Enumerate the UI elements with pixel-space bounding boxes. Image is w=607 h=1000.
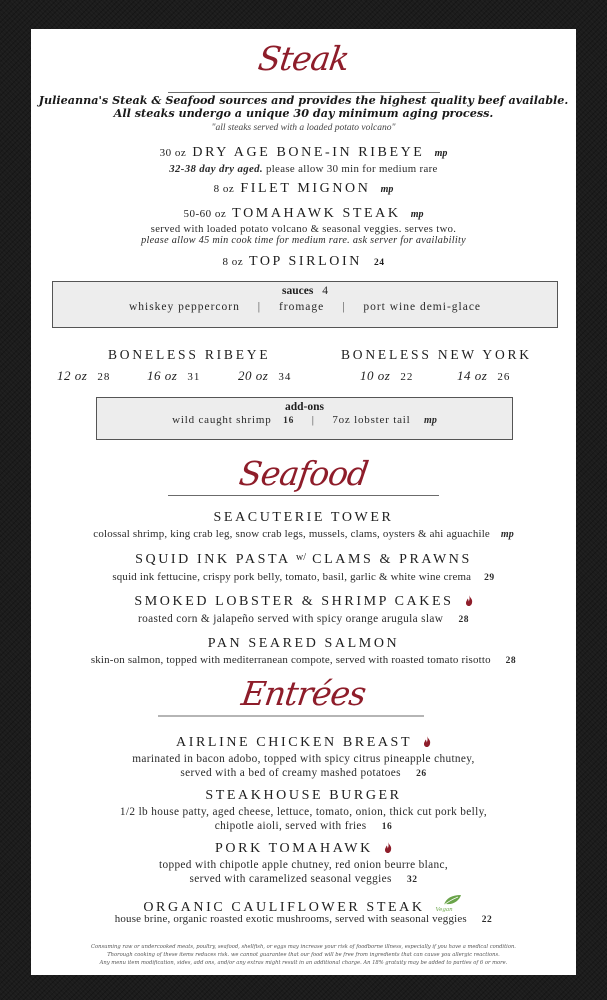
- item-description-text: house brine, organic roasted exotic mushrooms, served with seasonal veggies: [114, 913, 467, 925]
- seafood-heading-rule: [168, 495, 439, 496]
- item-price: 29: [484, 573, 495, 583]
- steak-potato-note: "all steaks served with a loaded potato volcano": [211, 123, 396, 133]
- boneless-new-york-option: [360, 368, 413, 384]
- item-description-text: squid ink fettucine, crispy pork belly, tomato, basil, garlic & white wine crema: [112, 571, 472, 583]
- addons-box: [96, 397, 513, 440]
- item-size: 8 oz: [213, 183, 235, 195]
- item-name: CLAMS & PRAWNS: [312, 552, 472, 567]
- addon-option-price: mp: [424, 415, 437, 426]
- item-name: SMOKED LOBSTER & SHRIMP CAKES: [134, 594, 454, 609]
- entrees-heading: Entrées: [239, 674, 368, 713]
- vegan-badge: [436, 895, 464, 911]
- item-description-line-2: [31, 766, 576, 781]
- item-price: 24: [374, 258, 385, 268]
- item-description: served with loaded potato volcano & seasonal veggies. serves two.: [150, 224, 457, 235]
- item-description: [31, 612, 576, 627]
- item-description-line-1: marinated in bacon adobo, topped with spicy citrus pineapple chutney,: [132, 753, 475, 765]
- menu-item-bone-in-ribeye: [31, 145, 576, 161]
- option-price: 34: [278, 371, 292, 383]
- item-price: mp: [380, 184, 394, 195]
- item-name: TOMAHAWK STEAK: [232, 206, 401, 221]
- item-description-text: served with caramelized seasonal veggies: [189, 873, 392, 885]
- item-price: 28: [505, 656, 517, 666]
- item-price: 28: [458, 615, 469, 625]
- addons-options: [97, 414, 512, 426]
- menu-item-squid-ink-pasta: [31, 552, 576, 568]
- option-size: 10 oz: [360, 368, 391, 383]
- boneless-ribeye-option: [147, 368, 200, 384]
- item-description-italic: please allow 45 min cook time for medium rare. ask server for availability: [141, 235, 466, 246]
- item-description: [31, 912, 576, 927]
- item-size: 30 oz: [159, 147, 187, 159]
- item-price: mp: [500, 529, 514, 540]
- dry-aged-note: 32-38 day dry aged.: [169, 163, 263, 175]
- item-description-text: served with a bed of creamy mashed potatoes: [180, 767, 401, 779]
- sauces-label: sauces: [282, 285, 314, 297]
- item-description: [31, 162, 576, 176]
- boneless-ribeye-option: [238, 368, 291, 384]
- seafood-heading: Seafood: [236, 454, 371, 493]
- sauces-title: [53, 285, 557, 297]
- item-description-text: chipotle aioli, served with fries: [214, 820, 367, 832]
- menu-item-airline-chicken-breast: [31, 735, 576, 751]
- item-name: DRY AGE BONE-IN RIBEYE: [192, 145, 425, 160]
- menu-item-smoked-lobster-shrimp-cakes: [31, 594, 576, 610]
- sauces-options: [53, 301, 557, 313]
- menu-item-tomahawk-steak: [31, 206, 576, 222]
- item-description: [31, 527, 576, 542]
- boneless-new-york-option: [457, 368, 510, 384]
- addon-option-price: 16: [283, 416, 295, 426]
- menu-page: [31, 29, 576, 975]
- entrees-heading-rule: [158, 715, 424, 717]
- boneless-ribeye-title: BONELESS RIBEYE: [108, 347, 271, 362]
- separator: |: [311, 414, 315, 426]
- sauces-price: 4: [322, 285, 328, 297]
- item-name: TOP SIRLOIN: [248, 254, 362, 269]
- item-price: 26: [416, 769, 427, 779]
- item-description: [31, 653, 576, 668]
- addon-option-name: 7oz lobster tail: [332, 414, 411, 426]
- menu-item-pan-seared-salmon: PAN SEARED SALMON: [207, 636, 400, 651]
- option-size: 20 oz: [238, 368, 269, 383]
- item-description: [31, 570, 576, 585]
- addons-title: add-ons: [285, 401, 324, 413]
- vegan-leaf-icon: [442, 894, 462, 906]
- item-size: 8 oz: [222, 256, 244, 268]
- item-price: 32: [406, 875, 418, 885]
- item-price: mp: [410, 209, 424, 220]
- menu-item-top-sirloin: [31, 254, 576, 270]
- item-description-line-1: topped with chipotle apple chutney, red onion beurre blanc,: [158, 859, 449, 871]
- item-name: SQUID INK PASTA: [135, 552, 290, 567]
- boneless-new-york-title: BONELESS NEW YORK: [341, 347, 532, 362]
- cook-time-note: please allow 30 min for medium rare: [265, 163, 438, 175]
- item-description-text: roasted corn & jalapeño served with spicy orange arugula slaw: [138, 613, 444, 625]
- sauce-option: fromage: [278, 301, 325, 313]
- item-name: ORGANIC CAULIFLOWER STEAK: [143, 900, 425, 915]
- item-description-text: colossal shrimp, king crab leg, snow crab legs, mussels, clams, oysters & ahi aguachile: [93, 528, 490, 540]
- sauces-box: [52, 281, 558, 328]
- spicy-flame-icon: [384, 842, 392, 853]
- item-name: PORK TOMAHAWK: [215, 841, 373, 856]
- menu-item-pork-tomahawk: [31, 841, 576, 857]
- boneless-ribeye-option: [57, 368, 110, 384]
- steak-intro-line-1: Julieanna's Steak & Seafood sources and provides the highest quality beef available.: [38, 93, 569, 107]
- separator: |: [257, 301, 262, 313]
- separator: |: [342, 301, 346, 313]
- option-price: 22: [400, 371, 414, 383]
- spicy-flame-icon: [423, 736, 431, 747]
- item-price: 16: [381, 822, 393, 832]
- item-price: mp: [434, 148, 448, 159]
- item-description-line-2: [31, 819, 576, 834]
- vegan-label: Vegan: [435, 907, 453, 913]
- footer-disclaimer-line-2: Thorough cooking of these items reduces risk. we cannot guarantee that our food will be free from ingredients that can cause you allergic reactions.: [107, 952, 500, 958]
- item-description-text: skin-on salmon, topped with mediterranean compote, served with roasted tomato risotto: [90, 654, 491, 666]
- item-name: FILET MIGNON: [240, 181, 371, 196]
- menu-item-filet-mignon: [31, 181, 576, 197]
- addon-option-name: wild caught shrimp: [172, 414, 272, 426]
- option-size: 16 oz: [147, 368, 178, 383]
- menu-item-seacuterie-tower: SEACUTERIE TOWER: [213, 510, 394, 525]
- item-name: AIRLINE CHICKEN BREAST: [176, 735, 412, 750]
- item-description-line-2: [31, 872, 576, 887]
- sauce-option: port wine demi-glace: [363, 301, 482, 313]
- option-price: 31: [187, 371, 201, 383]
- item-description-line-1: 1/2 lb house patty, aged cheese, lettuce, tomato, onion, thick cut pork belly,: [119, 806, 488, 818]
- option-size: 14 oz: [457, 368, 488, 383]
- option-price: 26: [497, 371, 511, 383]
- spicy-flame-icon: [465, 595, 473, 606]
- footer-disclaimer-line-3: Any menu item modification, sides, add ons, and/or any extras might result in an additional charge. An 18% gratuity may be added to parties of 6 or more.: [99, 960, 508, 966]
- footer-disclaimer-line-1: Consuming raw or undercooked meats, poultry, seafood, shellfish, or eggs may increase your risk of foodborne illness, especially if you have a medical condition.: [91, 944, 516, 950]
- option-price: 28: [97, 371, 111, 383]
- item-size: 50-60 oz: [183, 208, 227, 220]
- steak-heading: Steak: [255, 39, 352, 78]
- item-price: 22: [481, 915, 493, 925]
- option-size: 12 oz: [57, 368, 88, 383]
- menu-item-steakhouse-burger: STEAKHOUSE BURGER: [205, 788, 402, 803]
- sauce-option: whiskey peppercorn: [128, 301, 240, 313]
- steak-intro-line-2: All steaks undergo a unique 30 day minimum aging process.: [113, 106, 494, 120]
- item-name-with: w/: [296, 552, 307, 563]
